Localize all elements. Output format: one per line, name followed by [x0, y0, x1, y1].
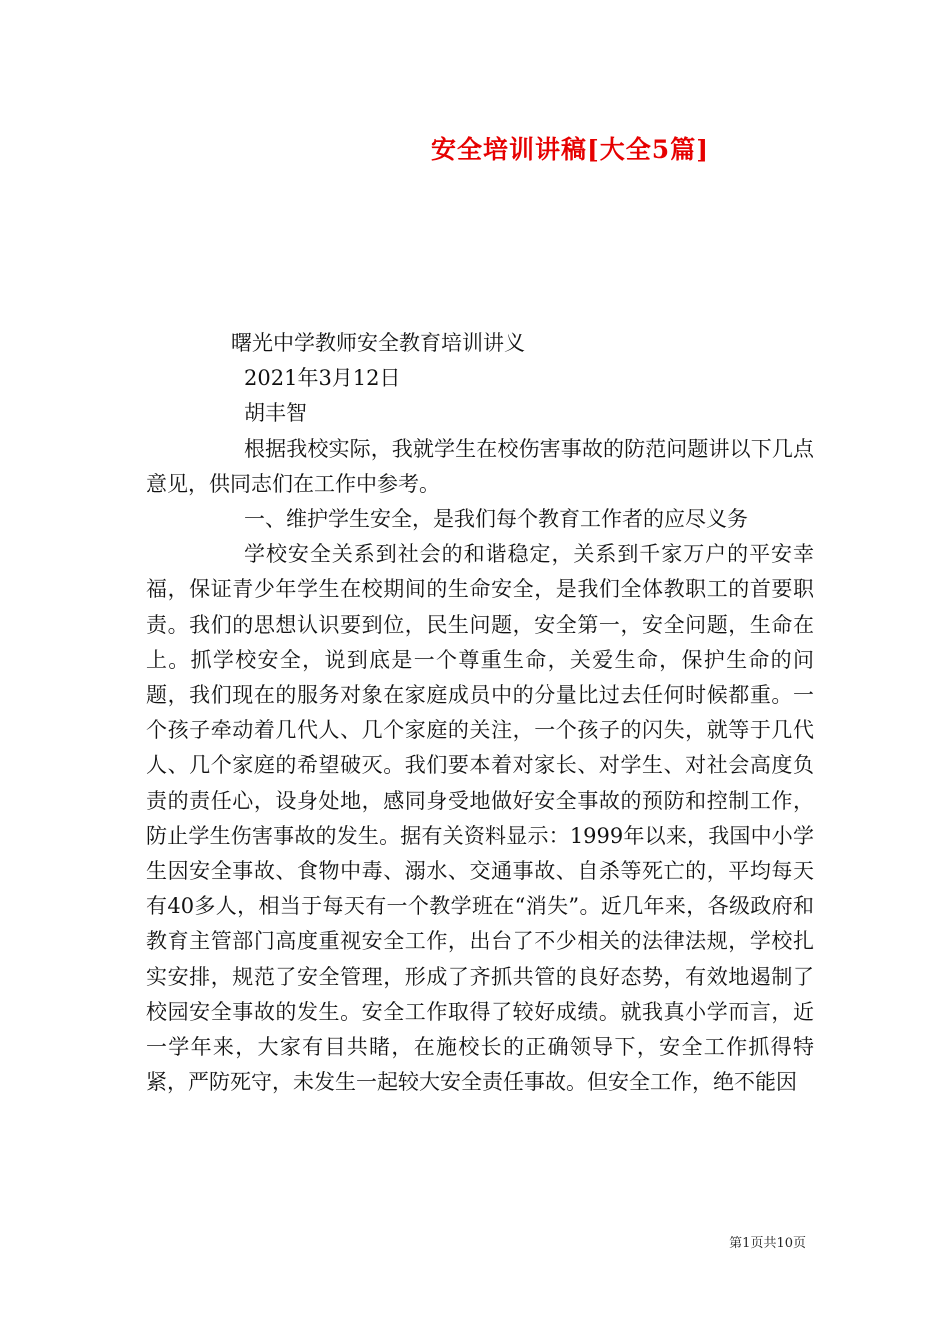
document-title: 安全培训讲稿[大全5篇] [430, 135, 710, 164]
document-author: 胡丰智 [244, 401, 307, 426]
intro-paragraph: 根据我校实际，我就学生在校伤害事故的防范问题讲以下几点意见，供同志们在工作中参考。 [146, 436, 814, 496]
body-paragraph: 学校安全关系到社会的和谐稳定，关系到千家万户的平安幸福，保证青少年学生在校期间的生命安全，是我们全体教职工的首要职责。我们的思想认识要到位，民生问题，安全第一，安全问题，生命在上。抓学校安全，说到底是一个尊重生命，关爱生命，保护生命的问题，我们现在的服务对象在家庭成员中的分量比过去任何时候都重。一个孩子牵动着几代人、几个家庭的关注，一个孩子的闪失，就等于几代人、几个家庭的希望破灭。我们要本着对家长、对学生、对社会高度负责的责任心，设身处地，感同身受地做好安全事故的预防和控制工作，防止学生伤害事故的发生。据有关资料显示：1999年以来，我国中小学生因安全事故、食物中毒、溺水、交通事故、自杀等死亡的，平均每天有40多人，相当于每天有一个教学班在“消失”。近几年来，各级政府和教育主管部门高度重视安全工作，出台了不少相关的法律法规，学校扎实安排，规范了安全管理，形成了齐抓共管的良好态势，有效地遏制了校园安全事故的发生。安全工作取得了较好成绩。就我真小学而言，近一学年来，大家有目共睹，在施校长的正确领导下，安全工作抓得特紧，严防死守，未发生一起较大安全责任事故。但安全工作，绝不能因 [146, 542, 814, 1095]
document-date: 2021年3月12日 [244, 366, 401, 391]
section-heading: 一、维护学生安全，是我们每个教育工作者的应尽义务 [244, 506, 748, 531]
document-body [146, 326, 814, 1100]
document-subtitle: 曙光中学教师安全教育培训讲义 [231, 331, 525, 355]
page-number: 第1页共10页 [729, 1236, 806, 1251]
